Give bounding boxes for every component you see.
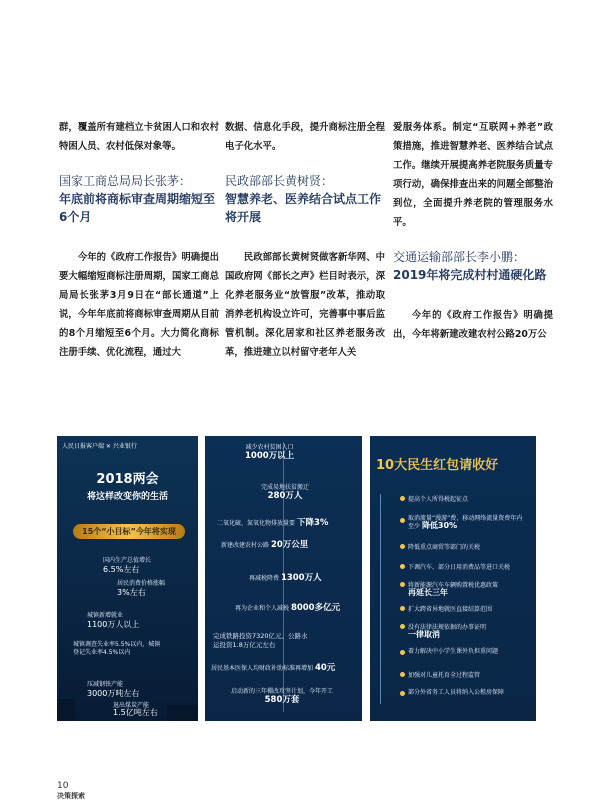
bullet-dot — [400, 518, 405, 523]
item-label: 下调汽车、部分日用消费品等进口关税 — [408, 564, 511, 571]
goals-banner: 15个“小目标”今年将实现 — [73, 524, 185, 539]
section-heading — [393, 248, 553, 284]
list-item — [408, 496, 468, 503]
figure-item — [229, 688, 335, 705]
item-value: 20万公里 — [270, 540, 309, 550]
item-value: 1100万人以上 — [87, 620, 140, 629]
figure-item — [235, 604, 340, 613]
item-label: 国内生产总值增长 — [103, 557, 152, 564]
item-label: 城镇调查失业率5.5%以内，城镇登记失业率4.5%以内 — [73, 641, 161, 656]
bullet-dot — [400, 624, 405, 629]
figure-item — [249, 574, 322, 583]
paragraph-intro: 数据、信息化手段，提升商标注册全程电子化水平。 — [225, 122, 385, 152]
item-value: 280万人 — [267, 491, 303, 501]
figure-item — [245, 444, 294, 461]
item-value: 下降3% — [296, 518, 329, 528]
figure-item — [213, 632, 309, 650]
list-item — [408, 672, 480, 679]
page-number: 10 — [57, 781, 69, 791]
brand-logo-text: 人民日报客户端 ✕ 兴业银行 — [62, 443, 137, 450]
panel-subtitle: 将这样改变你的生活 — [86, 492, 168, 502]
heading-person: 国家工商总局局长张茅： — [59, 174, 192, 188]
item-label: 居民基本医保人均财政补助标准再增加 — [211, 665, 314, 672]
item-value: 6.5%左右 — [103, 565, 140, 574]
figure-item — [221, 541, 308, 550]
item-value: 1.5亿吨左右 — [113, 708, 158, 717]
list-item — [408, 564, 510, 571]
heading-topic: 智慧养老、医养结合试点工作将开展 — [225, 192, 382, 224]
item-label: 居民消费价格涨幅 — [117, 580, 166, 587]
list-item — [408, 515, 528, 530]
bullet-dot — [400, 564, 405, 569]
section-heading — [59, 172, 219, 226]
paragraph-body: 民政部部长黄树贤做客新华网、中国政府网《部长之声》栏目时表示，深化养老服务业“放管服”改革，推动取消养老机构设立许可，完善事中事后监管机制。深化居家和社区养老服务改革，推进建立以村留守老年人关 — [225, 252, 385, 358]
timeline-line — [380, 494, 381, 704]
infographic-panel-livelihood — [370, 436, 536, 721]
item-value: 40元 — [314, 663, 336, 673]
item-value: 再延长三年 — [408, 588, 448, 597]
item-label: 着力解决中小学生课外负担重问题 — [408, 648, 499, 655]
paragraph-intro: 爱服务体系。制定“互联网+养老”政策措施，推进智慧养老、医养结合试点工作。继续开展提高养老院服务质量专项行动，确保排查出来的问题全部整治到位，全面提升养老院的管理服务水平。 — [393, 122, 553, 228]
item-label: 取消流量“漫游”费，移动网络流量资费年内至少 — [408, 515, 523, 530]
magazine-name: 决策探索 — [57, 792, 85, 800]
infographic-panel-2018-lianghui — [57, 436, 198, 721]
item-value: 3%左右 — [117, 588, 146, 597]
text-column-1 — [59, 118, 219, 362]
item-label: 将新能源汽车车辆购置税优惠政策 — [408, 582, 499, 589]
figure-item — [211, 664, 335, 673]
item-label: 启动新的三年棚改攻坚计划，今年开工 — [230, 688, 333, 695]
list-item — [408, 582, 498, 597]
item-label: 降低重点商贸等部门的关税 — [408, 544, 481, 551]
paragraph-body: 今年的《政府工作报告》明确提出，今年将新建改建农村公路20万公 — [393, 310, 553, 340]
item-label: 再为企业和个人减税 — [235, 605, 290, 612]
bullet-dot — [400, 582, 405, 587]
item-label: 完成铁路投资7320亿元、公路水运投资1.8万亿元左右 — [213, 632, 308, 649]
section-heading — [225, 172, 385, 226]
item-value: 1000万以上 — [245, 451, 295, 461]
paragraph-intro: 群，覆盖所有建档立卡贫困人口和农村特困人员、农村低保对象等。 — [59, 122, 219, 152]
item-label: 再减税降费 — [249, 575, 280, 582]
item-label: 压减钢铁产能 — [87, 681, 124, 688]
bullet-dot — [400, 650, 405, 655]
panel-title: 10大民生红包请收好 — [376, 458, 499, 473]
item-label: 减少农村贫困人口 — [245, 444, 294, 451]
item-label: 城镇新增就业 — [87, 612, 124, 619]
list-item — [408, 606, 492, 613]
text-column-3 — [393, 118, 553, 344]
heading-person: 交通运输部部长李小鹏： — [393, 250, 526, 264]
list-item — [408, 624, 486, 639]
bullet-dot — [400, 496, 405, 501]
infographic-panel-figures — [205, 436, 362, 721]
skyline-shape — [57, 699, 75, 721]
item-value: 8000多亿元 — [290, 603, 341, 613]
list-item — [408, 648, 512, 655]
paragraph-body: 今年的《政府工作报告》明确提出要大幅缩短商标注册周期，国家工商总局局长张茅3月9日在“部长通道”上说，今年年底前将商标审查周期从目前的8个月缩短至6个月。大力简化商标注册手续、优化流程，通过大 — [59, 252, 219, 358]
heading-person: 民政部部长黄树贤： — [225, 174, 334, 188]
item-label: 加强对儿童托育全过程监管 — [408, 672, 481, 679]
item-label: 没有法律法规依据的办事证明 — [408, 624, 487, 631]
figure-item — [217, 519, 328, 528]
heading-topic: 2019年将完成村村通硬化路 — [393, 268, 547, 282]
text-column-2 — [225, 118, 385, 362]
item-value: 580万套 — [264, 695, 300, 705]
item-value: 降低30% — [421, 521, 458, 530]
bullet-dot — [400, 544, 405, 549]
item-label: 二氧化硫、氮氧化物排放量要 — [217, 520, 296, 527]
bullet-dot — [400, 672, 405, 677]
skyline-shape — [167, 705, 198, 721]
item-label: 部分外省务工人员将纳入公租房保障 — [408, 689, 505, 696]
bullet-dot — [400, 606, 405, 611]
panel-title: 2018两会 — [96, 472, 159, 487]
figure-item — [261, 484, 309, 501]
item-label: 扩大跨省异地就医直接结算范围 — [408, 606, 493, 613]
item-value: 3000万吨左右 — [87, 689, 140, 698]
bullet-dot — [400, 691, 405, 696]
item-label: 新建改建农村公路 — [221, 542, 270, 549]
item-value: 一律取消 — [408, 630, 440, 639]
list-item — [408, 689, 504, 696]
list-item — [408, 544, 480, 551]
item-label: 提高个人所得税起征点 — [408, 496, 469, 503]
item-value: 1300万人 — [280, 573, 322, 583]
item-label: 完成易地扶贫搬迁 — [261, 484, 310, 491]
item-label: 退出煤炭产能 — [113, 702, 150, 709]
heading-topic: 年底前将商标审查周期缩短至6个月 — [59, 192, 216, 224]
